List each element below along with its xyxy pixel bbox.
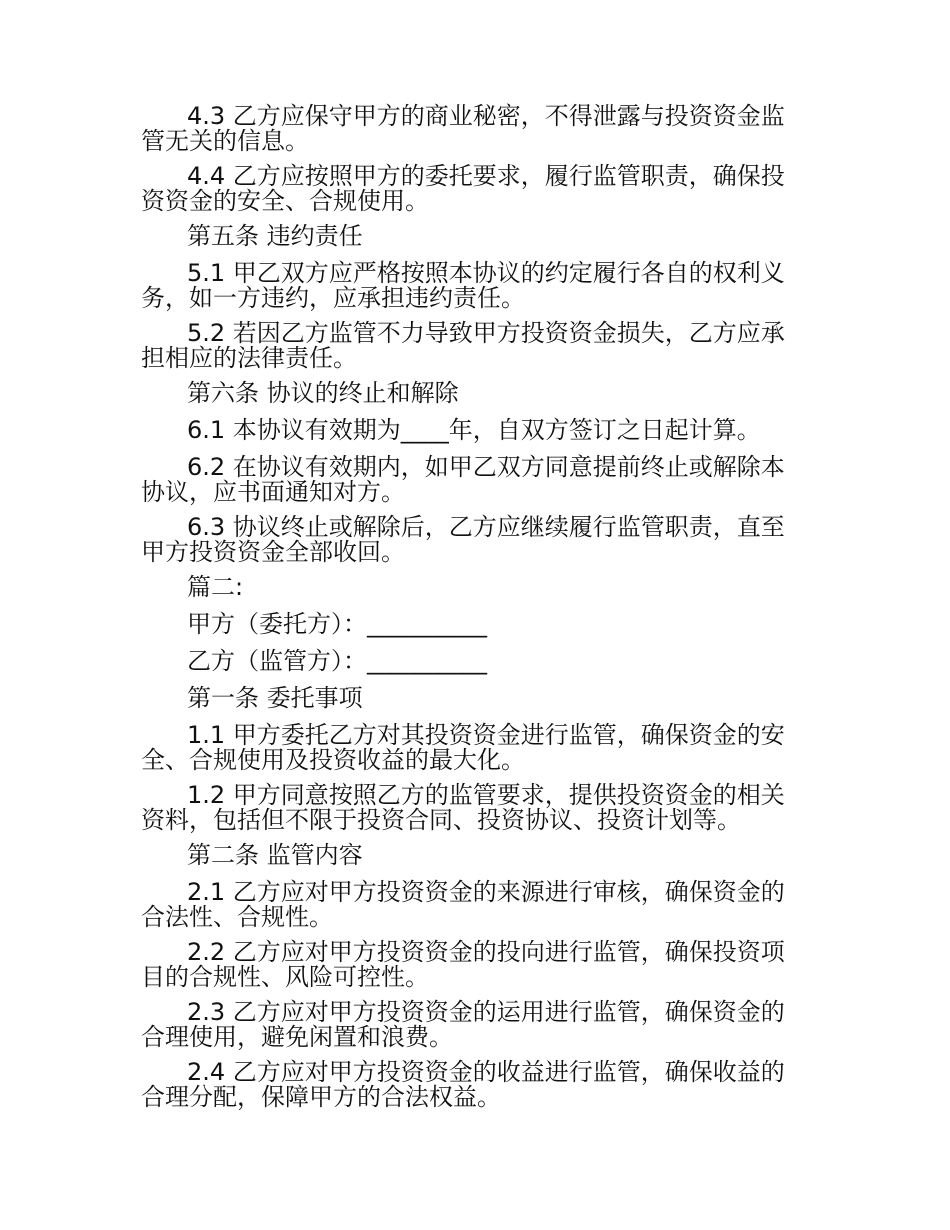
clause-2-1: 2.1 乙方应对甲方投资资金的来源进行审核，确保资金的合法性、合规性。 [141,878,785,931]
clause-1-2: 1.2 甲方同意按照乙方的监管要求，提供投资资金的相关资料，包括但不限于投资合同、投资协议、投资计划等。 [141,781,785,834]
article-5-heading: 第五条 违约责任 [187,222,363,250]
section-2-heading: 篇二: [187,573,244,601]
clause-6-3: 6.3 协议终止或解除后，乙方应继续履行监管职责，直至甲方投资资金全部收回。 [141,513,785,566]
clause-6-1: 6.1 本协议有效期为____年，自双方签订之日起计算。 [187,416,761,444]
clause-5-2: 5.2 若因乙方监管不力导致甲方投资资金损失，乙方应承担相应的法律责任。 [141,319,785,372]
clause-5-1: 5.1 甲乙双方应严格按照本协议的约定履行各自的权利义务，如一方违约，应承担违约责任。 [141,259,785,312]
article-1-heading: 第一条 委托事项 [187,684,363,712]
article-6-heading: 第六条 协议的终止和解除 [187,379,459,407]
clause-1-1: 1.1 甲方委托乙方对其投资资金进行监管，确保资金的安全、合规使用及投资收益的最大化。 [141,721,785,774]
article-2-heading: 第二条 监管内容 [187,841,363,869]
clause-2-4: 2.4 乙方应对甲方投资资金的收益进行监管，确保收益的合理分配，保障甲方的合法权益。 [141,1058,785,1111]
clause-4-4: 4.4 乙方应按照甲方的委托要求，履行监管职责，确保投资资金的安全、合规使用。 [141,162,785,215]
document-body [141,104,805,1120]
clause-2-2: 2.2 乙方应对甲方投资资金的投向进行监管，确保投资项目的合规性、风险可控性。 [141,938,785,991]
clause-2-3: 2.3 乙方应对甲方投资资金的运用进行监管，确保资金的合理使用，避免闲置和浪费。 [141,998,785,1051]
clause-4-3: 4.3 乙方应保守甲方的商业秘密，不得泄露与投资资金监管无关的信息。 [141,102,785,155]
party-b-line: 乙方（监管方）：__________ [187,647,487,675]
clause-6-2: 6.2 在协议有效期内，如甲乙双方同意提前终止或解除本协议，应书面通知对方。 [141,453,785,506]
party-a-line: 甲方（委托方）：__________ [187,610,487,638]
